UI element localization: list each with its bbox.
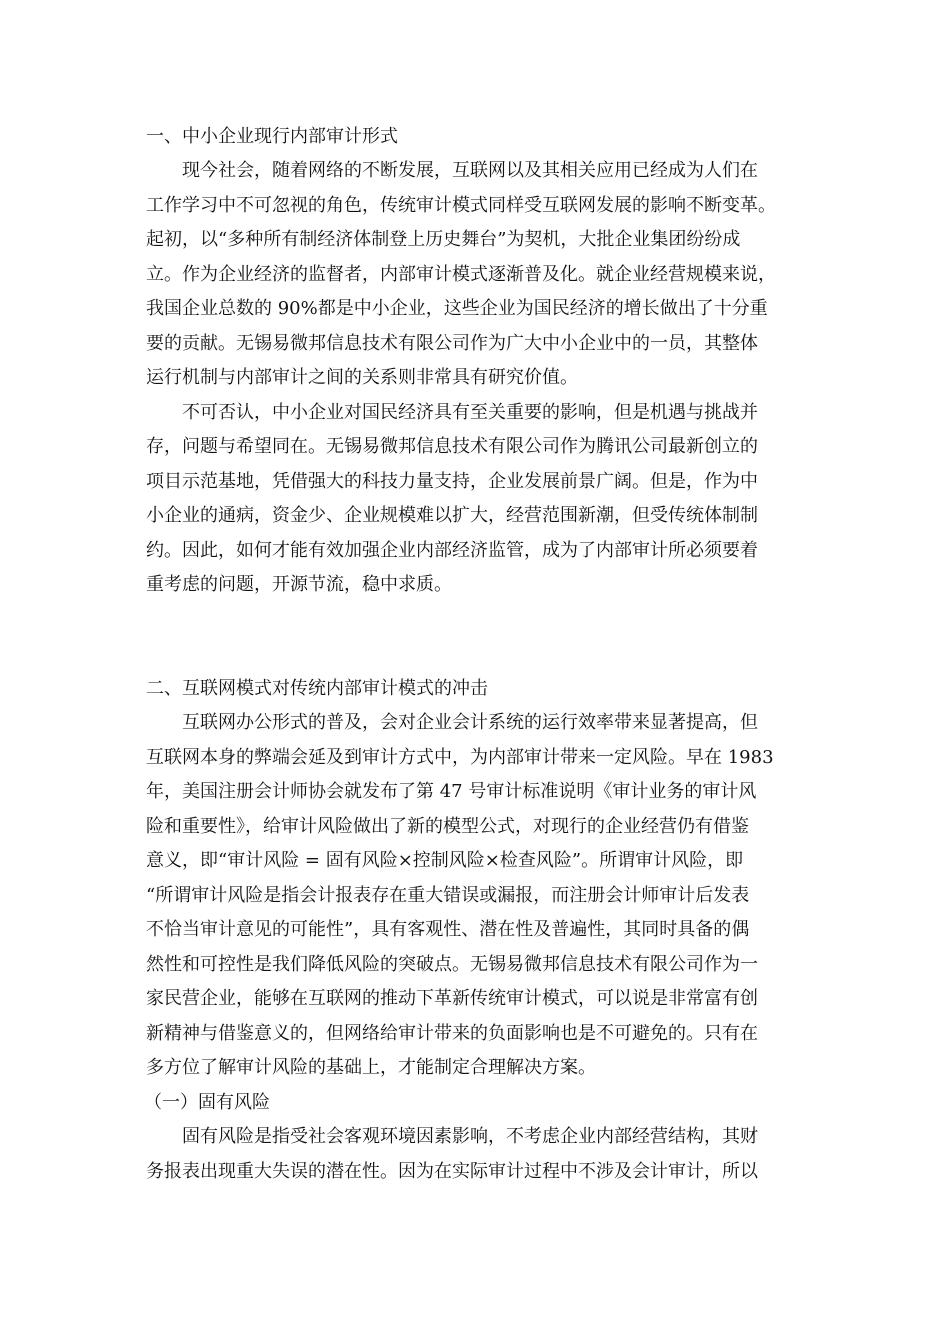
paragraph-line: 意义，即“审计风险 = 固有风险×控制风险×检查风险”。所谓审计风险，即 [146, 850, 744, 871]
paragraph-line: 然性和可控性是我们降低风险的突破点。无锡易微邦信息技术有限公司作为一 [146, 954, 758, 975]
paragraph-line: 现今社会，随着网络的不断发展，互联网以及其相关应用已经成为人们在 [182, 160, 758, 181]
paragraph-line: 立。作为企业经济的监督者，内部审计模式逐渐普及化。就企业经营规模来说， [146, 264, 776, 285]
section-heading: 一、中小企业现行内部审计形式 [146, 126, 398, 147]
paragraph-line: 项目示范基地，凭借强大的科技力量支持，企业发展前景广阔。但是，作为中 [146, 471, 758, 492]
paragraph-line: 互联网办公形式的普及，会对企业会计系统的运行效率带来显著提高，但 [182, 712, 758, 733]
subsection-heading: （一）固有风险 [144, 1092, 270, 1113]
paragraph-line: 家民营企业，能够在互联网的推动下革新传统审计模式，可以说是非常富有创 [146, 988, 758, 1009]
paragraph-line: 不可否认，中小企业对国民经济具有至关重要的影响，但是机遇与挑战并 [182, 402, 758, 423]
paragraph-line: 年，美国注册会计师协会就发布了第 47 号审计标准说明《审计业务的审计风 [146, 781, 757, 802]
paragraph-line: 我国企业总数的 90%都是中小企业，这些企业为国民经济的增长做出了十分重 [146, 298, 768, 319]
paragraph-line: 重考虑的问题，开源节流，稳中求质。 [146, 574, 452, 595]
paragraph-line: 要的贡献。无锡易微邦信息技术有限公司作为广大中小企业中的一员，其整体 [146, 333, 758, 354]
paragraph-line: 固有风险是指受社会客观环境因素影响，不考虑企业内部经营结构，其财 [182, 1126, 758, 1147]
paragraph-line: 多方位了解审计风险的基础上，才能制定合理解决方案。 [146, 1057, 596, 1078]
paragraph-line: 小企业的通病，资金少、企业规模难以扩大，经营范围新潮，但受传统体制制 [146, 505, 758, 526]
paragraph-line: 互联网本身的弊端会延及到审计方式中，为内部审计带来一定风险。早在 1983 [146, 747, 774, 768]
section-heading: 二、互联网模式对传统内部审计模式的冲击 [146, 678, 488, 699]
paragraph-line: 不恰当审计意见的可能性”，具有客观性、潜在性及普遍性，其同时具备的偶 [146, 919, 750, 940]
paragraph-line: 约。因此，如何才能有效加强企业内部经济监管，成为了内部审计所必须要着 [146, 540, 758, 561]
paragraph-line: 新精神与借鉴意义的，但网络给审计带来的负面影响也是不可避免的。只有在 [146, 1023, 758, 1044]
paragraph-line: 运行机制与内部审计之间的关系则非常具有研究价值。 [146, 367, 578, 388]
paragraph-line: 起初，以“多种所有制经济体制登上历史舞台”为契机，大批企业集团纷纷成 [146, 229, 741, 250]
paragraph-line: 存，问题与希望同在。无锡易微邦信息技术有限公司作为腾讯公司最新创立的 [146, 436, 758, 457]
paragraph-line: “所谓审计风险是指会计报表存在重大错误或漏报，而注册会计师审计后发表 [146, 885, 750, 906]
paragraph-line: 险和重要性》，给审计风险做出了新的模型公式，对现行的企业经营仍有借鉴 [146, 816, 749, 837]
paragraph-line: 工作学习中不可忽视的角色，传统审计模式同样受互联网发展的影响不断变革。 [146, 195, 776, 216]
paragraph-line: 务报表出现重大失误的潜在性。因为在实际审计过程中不涉及会计审计，所以 [146, 1161, 758, 1182]
